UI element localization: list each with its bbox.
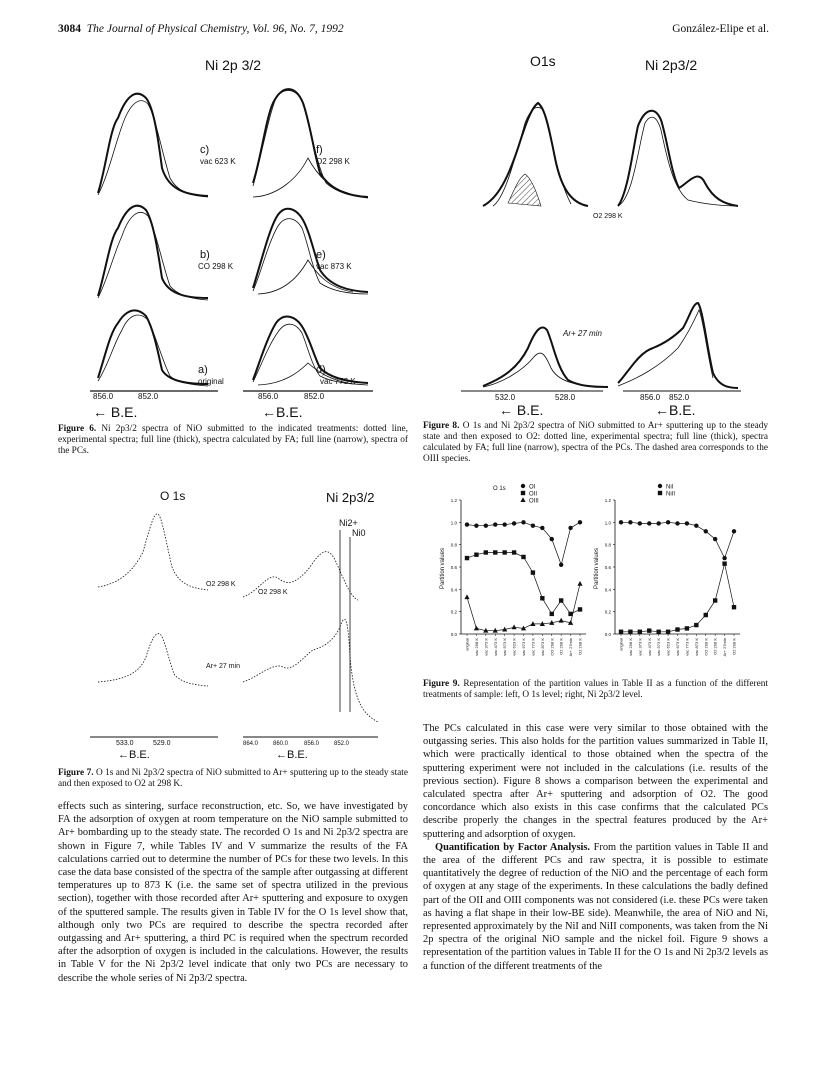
fig9-caption-label: Figure 9. — [423, 679, 460, 689]
fig9-right-point-1-1 — [628, 630, 632, 634]
fig9-left-xtick-label-1: vac 298 K — [473, 638, 479, 656]
fig6-label-e: e) — [316, 249, 326, 261]
fig9-left-point-0-11 — [568, 526, 572, 530]
fig7-o2-label-right: O2 298 K — [258, 589, 288, 596]
fig9-left-ytick-label-2: 0.4 — [450, 587, 457, 593]
fig6-spectrum-e — [253, 209, 368, 294]
fig7-caption — [58, 768, 408, 790]
fig9-left-xtick-label-6: vac 673 K — [521, 638, 526, 656]
fig9-right-point-0-2 — [638, 521, 642, 525]
fig9-legend-label-left-2: OIII — [529, 498, 539, 505]
fig8-o2-label: O2 298 K — [593, 213, 623, 220]
fig9-right-point-0-8 — [694, 523, 698, 527]
left-body-text: effects such as sintering, surface reconstruction, etc. So, we have investigated by FA the adsorption of oxygen at room temperature on the NiO sample submitted to Ar+ bombarding up to the steady state. The recorded O 1s and Ni 2p3/2 spectra are shown in Figure 7, while Tables IV and V summarize the results of the FA calculations carried out to determine the number of PCs for these two levels. In this case the data base consisted of the spectra of the sample after outgassing at different temperatures up to 873 K (i.e. the same set of spectra utilized in the previous section), together with those recorded after Ar+ sputtering and exposure to oxygen of the sputtered sample. The results given in Table IV for the O 1s level show that, although only two PCs are required to describe the spectra recorded after outgassing and Ar+ sputtering, a third PC is required when the spectrum recorded after the adsorption of oxygen is included in the calculations. However, the results in Table V for the Ni 2p3/2 level indicate that only two PCs are necessary to describe the whole series of Ni 2p3/2 spectra. — [58, 801, 408, 984]
fig7-o2-label: O2 298 K — [206, 581, 236, 588]
fig6-spectrum-a — [98, 310, 208, 386]
fig9-left-xtick-label-2: vac 373 K — [483, 638, 489, 656]
fig6-tick-l1: 856.0 — [93, 392, 114, 401]
fig9-right-point-0-3 — [647, 521, 651, 525]
fig9-right-point-0-11 — [722, 556, 726, 560]
right-body-p2: From the partition values in Table II and the area of the different PCs and raw spectra, it is possible to estimate quantitatively the degree of reduction of the NiO and the percentage of each form of oxygen at any stage of the experiments. In these calculations the badly defined part of the OII and OIII components was not considered (i.e. these PCs were taken as having a flat shape in their low-BE side). Meanwhile, the area of NiO and Ni, represented approximately by the NiI and NiII components, was taken from the Ni 2p spectra of the original NiO sample and the nickel foil. Figure 9 shows a representation of the partition values in Table II for the O 1s and Ni 2p3/2 levels as a function of the different treatments of the — [423, 841, 769, 972]
fig9-left-point-0-9 — [550, 537, 554, 541]
fig8-be-left: ← B.E. — [499, 402, 544, 418]
right-body-p1: The PCs calculated in this case were very similar to those obtained with the outgassing series. This also holds for the partition values summarized in Table II, which were practically identical to those obtained when the spectra of the sputtering experiment were not included in the calculations (i.e. results of the previous section). Figure 8 shows a comparison between the experimental and calculated spectra after Ar+ sputtering and adsorption of O2. The good concordance which also exists in this case confirms that the calculated PCs describe properly the changes in the spectral features produced by the Ar+ sputtering and adsorption of oxygen. — [423, 723, 768, 840]
fig6-label-d-sub: vac 773 K — [320, 377, 356, 386]
fig6-label-c-sub: vac 623 K — [200, 157, 236, 166]
fig7-tick-l1: 533.0 — [116, 740, 134, 747]
fig9-legend-marker-right-1 — [658, 491, 662, 495]
fig7-tick-r1: 864.0 — [243, 741, 259, 747]
page-number: 3084 — [58, 23, 81, 35]
fig9-left-xtick-label-12: O2 298 K — [577, 638, 583, 655]
fig6-label-b-sub: CO 298 K — [198, 262, 234, 271]
fig9-right-point-0-0 — [619, 520, 623, 524]
fig9-left-xtick-label-8: vac 873 K — [539, 638, 545, 656]
fig9-right-xtick-label-10: O2 298 K — [712, 638, 718, 655]
fig8-tick-l2: 528.0 — [555, 393, 576, 402]
fig9-left-xtick-label-9: CO 298 K — [549, 638, 555, 656]
page-header — [58, 23, 344, 35]
fig9-right-ytick-label-5: 1.0 — [604, 520, 611, 526]
fig9-left-point-0-3 — [493, 522, 497, 526]
fig7-tick-r2: 860.0 — [273, 741, 289, 747]
fig9-right-series-line-1 — [621, 564, 734, 632]
fig9-left-point-1-4 — [502, 550, 506, 554]
fig9-left-xtick-label-0: original — [464, 638, 470, 651]
fig9-legend-label-right-1: NiII — [666, 491, 675, 498]
fig9-left-point-0-2 — [484, 523, 488, 527]
fig6-tick-r1: 856.0 — [258, 392, 279, 401]
fig9-left-point-1-0 — [465, 556, 469, 560]
fig7-ni0-label: Ni0 — [352, 528, 366, 538]
fig9-right-ytick-label-4: 0.8 — [604, 542, 611, 548]
figure-7 — [58, 482, 408, 764]
fig6-label-f: f) — [316, 144, 323, 156]
fig9-right-ytick-label-6: 1.2 — [604, 498, 611, 503]
fig9-right-xtick-label-3: vac 473 K — [646, 638, 652, 656]
fig8-tick-l1: 532.0 — [495, 393, 516, 402]
fig9-right-point-0-1 — [628, 520, 632, 524]
fig9-left-xtick-label-11: Ar+ 27min — [568, 638, 574, 657]
fig6-title: Ni 2p 3/2 — [205, 57, 262, 73]
fig8-caption-label: Figure 8. — [423, 421, 460, 431]
fig6-label-f-sub: O2 298 K — [316, 157, 350, 166]
fig6-spectrum-b — [98, 206, 208, 300]
fig6-caption-label: Figure 6. — [58, 424, 97, 434]
fig6-tick-r2: 852.0 — [304, 392, 325, 401]
fig7-ni2-label: Ni2+ — [339, 518, 358, 528]
fig8-ar-label: Ar+ 27 min — [563, 329, 602, 338]
fig9-left-ytick-label-5: 1.0 — [450, 520, 457, 526]
figure-8 — [423, 48, 768, 413]
fig9-right-point-0-4 — [656, 521, 660, 525]
fig9-left-point-1-2 — [484, 550, 488, 554]
fig9-left-xtick-label-3: vac 473 K — [492, 638, 498, 656]
fig9-right-point-1-7 — [685, 626, 689, 630]
fig6-spectrum-d — [253, 317, 368, 385]
fig8-tick-r2: 852.0 — [669, 393, 690, 402]
fig9-right-point-0-12 — [732, 529, 736, 533]
fig9-right-xtick-label-6: vac 673 K — [675, 638, 680, 656]
fig8-tick-r1: 856.0 — [640, 393, 661, 402]
fig9-right-ytick-label-2: 0.4 — [604, 587, 611, 593]
fig9-left-ytick-label-1: 0.2 — [450, 609, 457, 615]
fig9-left-xtick-label-10: O2 298 K — [558, 638, 564, 655]
fig7-caption-label: Figure 7. — [58, 768, 94, 778]
fig7-caption-text: O 1s and Ni 2p3/2 spectra of NiO submitted to Ar+ sputtering up to the steady state and then exposed to O2 at 298 K. — [58, 768, 408, 789]
fig9-right-point-1-11 — [722, 561, 726, 565]
fig9-right-ylabel: Partition values — [594, 547, 600, 589]
fig9-left-ytick-label-4: 0.8 — [450, 542, 457, 548]
fig6-label-d: d) — [316, 364, 326, 376]
fig6-be-left: ← B.E. — [93, 404, 138, 420]
fig9-left-point-0-5 — [512, 521, 516, 525]
fig9-right-point-1-6 — [675, 627, 679, 631]
header-authors: González-Elipe et al. — [672, 23, 769, 35]
fig6-label-b: b) — [200, 249, 210, 261]
fig6-caption-text: Ni 2p3/2 spectra of NiO submitted to the indicated treatments: dotted line, experimental spectra; full line (thick), spectra calculated by FA; full line (narrow), spectra of the PCs. — [58, 424, 408, 456]
fig9-right-point-1-9 — [704, 613, 708, 617]
fig7-title-left: O 1s — [160, 489, 186, 503]
fig7-o1s-lower — [98, 634, 208, 686]
fig6-caption — [58, 424, 408, 457]
fig9-right-ytick-label-1: 0.2 — [604, 609, 611, 615]
fig6-tick-l2: 852.0 — [138, 392, 159, 401]
fig8-caption-text: O 1s and Ni 2p3/2 spectra of NiO submitted to Ar+ sputtering up to the steady state and then exposed to O2: dotted line, experimental spectra; full line (thick), spectra calculated by FA; full line (narrow), spectra of the PCs. The dashed area corresponds to the OIII species. — [423, 421, 768, 464]
fig9-left-xtick-label-5: vac 623 K — [511, 638, 517, 656]
fig9-left-point-0-7 — [531, 523, 535, 527]
fig9-legend-marker-right-0 — [658, 484, 662, 488]
fig9-right-xtick-label-11: Ar+ 27min — [722, 638, 728, 657]
fig9-legend-label-left-0: OI — [529, 484, 536, 491]
fig8-be-right: ←B.E. — [655, 402, 696, 418]
fig9-right-point-0-9 — [704, 529, 708, 533]
figure-6 — [58, 48, 408, 406]
fig9-left-xtick-label-4: vac 573 K — [502, 638, 508, 656]
fig9-left-point-0-12 — [578, 520, 582, 524]
fig9-left-point-1-6 — [521, 555, 525, 559]
fig9-legend-left-title: O 1s — [493, 486, 506, 492]
fig9-left-point-2-12 — [577, 581, 582, 586]
fig9-left-point-2-5 — [511, 625, 516, 630]
fig6-label-a-sub: original — [198, 377, 224, 386]
fig9-right-point-1-4 — [656, 630, 660, 634]
fig6-label-a: a) — [198, 364, 208, 376]
fig9-left-ytick-label-3: 0.6 — [450, 565, 457, 570]
fig9-caption-text: Representation of the partition values in Table II as a function of the different treatments of sample: left, O 1s level; right, Ni 2p3/2 level. — [423, 679, 769, 700]
fig9-legend-marker-0 — [521, 484, 525, 488]
fig9-left-point-0-10 — [559, 563, 563, 567]
fig9-left-point-2-0 — [464, 594, 469, 599]
fig9-right-point-1-0 — [619, 630, 623, 634]
fig9-left-point-2-1 — [474, 626, 479, 631]
fig9-legend-label-left-1: OII — [529, 491, 538, 498]
fig9-left-point-2-10 — [559, 618, 564, 623]
fig7-ar-label: Ar+ 27 min — [206, 663, 241, 670]
fig7-be-left: ←B.E. — [118, 749, 150, 761]
fig9-left-point-1-12 — [578, 607, 582, 611]
fig9-right-point-1-10 — [713, 598, 717, 602]
fig9-left-ytick-label-0: 0.0 — [450, 632, 457, 637]
figure-9-chart — [423, 478, 768, 676]
fig9-right-xtick-label-1: vac 298 K — [627, 638, 633, 656]
fig9-right-xtick-label-2: vac 373 K — [637, 638, 643, 656]
fig9-right-ytick-label-0: 0.0 — [604, 632, 611, 637]
fig8-title-right: Ni 2p3/2 — [645, 57, 698, 73]
fig9-right-point-0-6 — [675, 521, 679, 525]
fig9-left-point-0-1 — [474, 523, 478, 527]
fig9-right-xtick-label-4: vac 573 K — [656, 638, 662, 656]
fig7-tick-r4: 852.0 — [334, 741, 350, 747]
fig9-right-point-0-5 — [666, 520, 670, 524]
fig9-left-point-1-7 — [531, 570, 535, 574]
fig9-left-xtick-label-7: vac 773 K — [530, 638, 536, 656]
fig9-right-point-1-5 — [666, 630, 670, 634]
fig7-ni-lower — [243, 619, 378, 722]
fig7-title-right: Ni 2p3/2 — [326, 490, 375, 505]
right-body-text — [423, 722, 768, 973]
fig7-o1s-upper — [98, 514, 208, 590]
fig6-label-c: c) — [200, 144, 210, 156]
fig9-left-point-0-6 — [521, 520, 525, 524]
fig9-left-point-1-9 — [550, 612, 554, 616]
fig6-spectrum-c — [98, 94, 208, 197]
fig9-legend-marker-2 — [520, 497, 525, 502]
fig9-right-point-1-3 — [647, 628, 651, 632]
fig9-right-point-1-12 — [732, 605, 736, 609]
fig8-title-left: O1s — [530, 53, 556, 69]
fig7-tick-l2: 529.0 — [153, 740, 171, 747]
fig7-tick-r3: 856.0 — [304, 741, 320, 747]
fig9-right-xtick-label-12: O2 298 K — [731, 638, 737, 655]
right-body-p2-wrap — [423, 841, 768, 973]
fig9-left-series-line-2 — [467, 584, 580, 631]
fig9-right-point-0-7 — [685, 521, 689, 525]
fig9-left-point-1-10 — [559, 598, 563, 602]
section-heading-quantification: Quantification by Factor Analysis. — [435, 841, 591, 853]
fig9-right-xtick-label-9: CO 298 K — [703, 638, 709, 656]
fig7-be-right: ←B.E. — [276, 749, 308, 761]
fig9-right-xtick-label-5: vac 623 K — [665, 638, 671, 656]
fig9-left-point-1-1 — [474, 553, 478, 557]
fig6-label-e-sub: vac 873 K — [316, 262, 352, 271]
journal-title: The Journal of Physical Chemistry, Vol. 96, No. 7, 1992 — [86, 23, 344, 35]
fig9-left-point-0-0 — [465, 522, 469, 526]
fig8-caption — [423, 421, 768, 465]
fig9-right-point-1-8 — [694, 623, 698, 627]
fig9-left-point-1-3 — [493, 550, 497, 554]
fig9-right-ytick-label-3: 0.6 — [604, 565, 611, 570]
fig6-be-right: ←B.E. — [262, 404, 303, 420]
fig9-left-point-1-8 — [540, 596, 544, 600]
fig9-right-point-1-2 — [638, 630, 642, 634]
fig9-left-ytick-label-6: 1.2 — [450, 498, 457, 503]
fig6-spectrum-f — [253, 89, 368, 198]
fig9-left-point-0-4 — [502, 522, 506, 526]
fig8-ni-top — [618, 111, 738, 206]
fig9-caption — [423, 679, 768, 701]
fig9-legend-marker-1 — [521, 491, 525, 495]
fig9-right-xtick-label-8: vac 873 K — [693, 638, 699, 656]
fig9-right-xtick-label-0: original — [618, 638, 624, 651]
fig9-legend-label-right-0: NiI — [666, 484, 674, 491]
fig9-left-point-1-5 — [512, 550, 516, 554]
fig9-right-xtick-label-7: vac 773 K — [684, 638, 690, 656]
fig9-left-series-line-1 — [467, 553, 580, 614]
fig9-left-point-0-8 — [540, 526, 544, 530]
fig9-left-ylabel: Partition values — [440, 547, 446, 589]
fig8-ni-bottom — [618, 303, 738, 388]
fig9-right-point-0-10 — [713, 537, 717, 541]
